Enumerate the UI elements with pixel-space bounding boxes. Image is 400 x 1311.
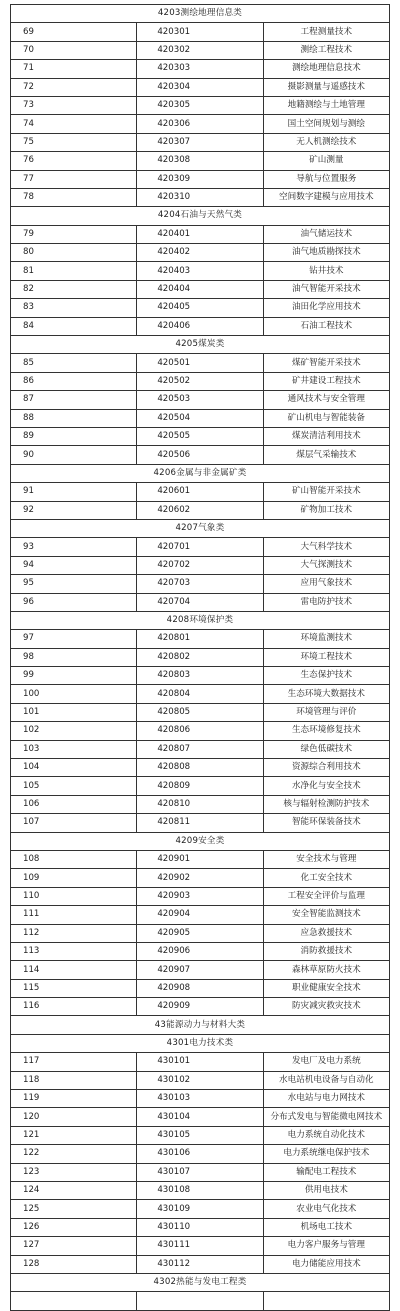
row-number-cell: 73 — [11, 96, 137, 114]
table-row — [11, 317, 390, 335]
category-header-cell — [11, 832, 390, 850]
table-row — [11, 685, 390, 703]
table-row — [11, 869, 390, 887]
table-row — [11, 593, 390, 611]
row-number-cell: 92 — [11, 501, 137, 519]
table-row — [11, 1218, 390, 1236]
row-number-cell: 126 — [11, 1218, 137, 1236]
table-row — [11, 1108, 390, 1126]
category-header-cell — [11, 1016, 390, 1034]
table-row — [11, 280, 390, 298]
major-name-cell: 环境工程技术 — [263, 648, 389, 666]
category-header-row — [11, 5, 390, 23]
major-code-cell: 420404 — [137, 280, 263, 298]
table-row — [11, 244, 390, 262]
major-code-cell: 420702 — [137, 556, 263, 574]
major-name-cell: 绿色低碳技术 — [263, 740, 389, 758]
major-name-cell: 环境管理与评价 — [263, 703, 389, 721]
major-name-cell: 空间数字建模与应用技术 — [263, 188, 389, 206]
row-number-cell: 89 — [11, 427, 137, 445]
major-code-cell: 420307 — [137, 133, 263, 151]
row-number-cell: 110 — [11, 887, 137, 905]
major-code-cell — [137, 1292, 263, 1310]
major-code-cell: 420810 — [137, 795, 263, 813]
table-row — [11, 483, 390, 501]
major-name-cell: 煤层气采输技术 — [263, 446, 389, 464]
major-name-cell: 分布式发电与智能微电网技术 — [263, 1108, 389, 1126]
major-code-cell: 420803 — [137, 667, 263, 685]
table-row — [11, 262, 390, 280]
major-name-cell: 电力储能应用技术 — [263, 1255, 389, 1273]
row-number-cell: 123 — [11, 1163, 137, 1181]
table-row — [11, 78, 390, 96]
major-code-cell: 430101 — [137, 1053, 263, 1071]
category-header-row — [11, 519, 390, 537]
row-number-cell: 98 — [11, 648, 137, 666]
major-code-cell: 430108 — [137, 1182, 263, 1200]
table-row — [11, 170, 390, 188]
table-row — [11, 924, 390, 942]
row-number-cell: 96 — [11, 593, 137, 611]
table-row — [11, 722, 390, 740]
major-code-cell: 420402 — [137, 244, 263, 262]
major-name-cell: 矿山测量 — [263, 152, 389, 170]
row-number-cell: 112 — [11, 924, 137, 942]
row-number-cell: 111 — [11, 906, 137, 924]
major-name-cell: 钻井技术 — [263, 262, 389, 280]
row-number-cell: 108 — [11, 850, 137, 868]
table-row — [11, 1237, 390, 1255]
row-number-cell: 97 — [11, 630, 137, 648]
major-code-cell: 420406 — [137, 317, 263, 335]
table-row — [11, 556, 390, 574]
category-header-row — [11, 832, 390, 850]
major-code-cell: 430109 — [137, 1200, 263, 1218]
major-name-cell: 矿山智能开采技术 — [263, 483, 389, 501]
major-name-cell: 测绘工程技术 — [263, 41, 389, 59]
major-name-cell: 导航与位置服务 — [263, 170, 389, 188]
table-row — [11, 814, 390, 832]
major-code-cell: 430104 — [137, 1108, 263, 1126]
category-header-cell — [11, 5, 390, 23]
major-code-cell: 430103 — [137, 1090, 263, 1108]
row-number-cell: 70 — [11, 41, 137, 59]
category-title: 4209安全类 — [175, 835, 225, 846]
row-number-cell: 87 — [11, 391, 137, 409]
major-name-cell: 煤矿智能开采技术 — [263, 354, 389, 372]
major-code-cell: 420505 — [137, 427, 263, 445]
major-name-cell: 无人机测绘技术 — [263, 133, 389, 151]
table-row — [11, 41, 390, 59]
major-catalog-table — [10, 4, 390, 1311]
major-code-cell: 420309 — [137, 170, 263, 188]
row-number-cell: 86 — [11, 372, 137, 390]
table-row — [11, 188, 390, 206]
table-row — [11, 1255, 390, 1273]
major-code-cell: 420808 — [137, 759, 263, 777]
table-row — [11, 60, 390, 78]
row-number-cell: 84 — [11, 317, 137, 335]
category-header-cell — [11, 464, 390, 482]
major-name-cell: 应急救援技术 — [263, 924, 389, 942]
table-row — [11, 427, 390, 445]
major-name-cell: 农业电气化技术 — [263, 1200, 389, 1218]
major-code-cell: 420502 — [137, 372, 263, 390]
major-code-cell: 420902 — [137, 869, 263, 887]
major-name-cell: 矿井建设工程技术 — [263, 372, 389, 390]
major-name-cell: 摄影测量与遥感技术 — [263, 78, 389, 96]
major-name-cell: 生态环境大数据技术 — [263, 685, 389, 703]
major-name-cell: 供用电技术 — [263, 1182, 389, 1200]
major-code-cell: 430102 — [137, 1071, 263, 1089]
table-row — [11, 96, 390, 114]
row-number-cell: 79 — [11, 225, 137, 243]
major-code-cell: 430111 — [137, 1237, 263, 1255]
category-header-cell — [11, 1034, 390, 1052]
row-number-cell: 114 — [11, 961, 137, 979]
major-name-cell: 大气探测技术 — [263, 556, 389, 574]
table-row — [11, 1071, 390, 1089]
major-name-cell: 智能环保装备技术 — [263, 814, 389, 832]
row-number-cell: 90 — [11, 446, 137, 464]
table-row — [11, 630, 390, 648]
category-header-cell — [11, 611, 390, 629]
table-row — [11, 501, 390, 519]
major-name-cell: 测绘地理信息技术 — [263, 60, 389, 78]
row-number-cell: 106 — [11, 795, 137, 813]
major-name-cell: 水电站机电设备与自动化 — [263, 1071, 389, 1089]
major-code-cell: 420304 — [137, 78, 263, 96]
table-row — [11, 942, 390, 960]
major-code-cell: 420503 — [137, 391, 263, 409]
row-number-cell: 95 — [11, 575, 137, 593]
row-number-cell: 127 — [11, 1237, 137, 1255]
row-number-cell: 91 — [11, 483, 137, 501]
row-number-cell: 80 — [11, 244, 137, 262]
major-code-cell: 420501 — [137, 354, 263, 372]
major-code-cell: 420907 — [137, 961, 263, 979]
category-header-cell — [11, 519, 390, 537]
major-code-cell: 420807 — [137, 740, 263, 758]
major-name-cell: 安全技术与管理 — [263, 850, 389, 868]
row-number-cell: 107 — [11, 814, 137, 832]
major-name-cell: 防灾减灾救灾技术 — [263, 998, 389, 1016]
table-row — [11, 391, 390, 409]
major-code-cell: 420804 — [137, 685, 263, 703]
table-row — [11, 703, 390, 721]
row-number-cell: 109 — [11, 869, 137, 887]
category-header-cell — [11, 336, 390, 354]
major-name-cell: 核与辐射检测防护技术 — [263, 795, 389, 813]
table-row — [11, 795, 390, 813]
category-header-cell — [11, 1273, 390, 1291]
category-title: 4203测绘地理信息类 — [157, 8, 243, 19]
category-title: 4302热能与发电工程类 — [153, 1277, 247, 1288]
major-name-cell: 森林草原防火技术 — [263, 961, 389, 979]
row-number-cell: 104 — [11, 759, 137, 777]
row-number-cell: 105 — [11, 777, 137, 795]
table-row — [11, 648, 390, 666]
table-row — [11, 538, 390, 556]
major-name-cell: 化工安全技术 — [263, 869, 389, 887]
table-row — [11, 850, 390, 868]
major-code-cell: 420909 — [137, 998, 263, 1016]
major-code-cell: 420802 — [137, 648, 263, 666]
table-row — [11, 906, 390, 924]
major-code-cell: 420703 — [137, 575, 263, 593]
row-number-cell: 121 — [11, 1126, 137, 1144]
table-row — [11, 998, 390, 1016]
category-title: 4301电力技术类 — [166, 1038, 234, 1049]
major-name-cell: 职业健康安全技术 — [263, 979, 389, 997]
major-code-cell: 420310 — [137, 188, 263, 206]
table-row — [11, 1126, 390, 1144]
row-number-cell: 113 — [11, 942, 137, 960]
major-name-cell: 电力客户服务与管理 — [263, 1237, 389, 1255]
row-number-cell: 119 — [11, 1090, 137, 1108]
major-name-cell: 资源综合利用技术 — [263, 759, 389, 777]
major-code-cell: 420901 — [137, 850, 263, 868]
major-name-cell: 电力系统自动化技术 — [263, 1126, 389, 1144]
table-row — [11, 1182, 390, 1200]
major-name-cell: 生态保护技术 — [263, 667, 389, 685]
category-header-row — [11, 336, 390, 354]
category-title: 4204石油与天然气类 — [157, 210, 243, 221]
table-row — [11, 1053, 390, 1071]
major-name-cell: 工程测量技术 — [263, 23, 389, 41]
major-code-cell: 430112 — [137, 1255, 263, 1273]
major-code-cell: 420904 — [137, 906, 263, 924]
major-code-cell: 420301 — [137, 23, 263, 41]
major-name-cell: 矿物加工技术 — [263, 501, 389, 519]
major-name-cell: 油气智能开采技术 — [263, 280, 389, 298]
row-number-cell: 101 — [11, 703, 137, 721]
table-row — [11, 887, 390, 905]
major-name-cell: 安全智能监测技术 — [263, 906, 389, 924]
major-name-cell: 油气储运技术 — [263, 225, 389, 243]
major-name-cell: 应用气象技术 — [263, 575, 389, 593]
row-number-cell: 71 — [11, 60, 137, 78]
category-header-row — [11, 207, 390, 225]
table-body — [11, 5, 390, 1311]
row-number-cell: 81 — [11, 262, 137, 280]
major-name-cell: 电力系统继电保护技术 — [263, 1145, 389, 1163]
row-number-cell: 116 — [11, 998, 137, 1016]
category-title: 4205煤炭类 — [175, 339, 225, 350]
table-row — [11, 777, 390, 795]
row-number-cell: 88 — [11, 409, 137, 427]
major-code-cell: 420305 — [137, 96, 263, 114]
major-name-cell: 油田化学应用技术 — [263, 299, 389, 317]
major-name-cell: 油气地质勘探技术 — [263, 244, 389, 262]
category-title: 4206金属与非金属矿类 — [153, 467, 247, 478]
major-name-cell: 工程安全评价与监理 — [263, 887, 389, 905]
table-row — [11, 1200, 390, 1218]
row-number-cell: 118 — [11, 1071, 137, 1089]
row-number-cell: 93 — [11, 538, 137, 556]
row-number-cell: 125 — [11, 1200, 137, 1218]
category-title: 43能源动力与材料大类 — [154, 1019, 246, 1030]
major-code-cell: 420506 — [137, 446, 263, 464]
category-title: 4207气象类 — [175, 523, 225, 534]
table-row — [11, 409, 390, 427]
table-row — [11, 354, 390, 372]
major-code-cell: 430105 — [137, 1126, 263, 1144]
table-row — [11, 299, 390, 317]
category-header-row — [11, 1016, 390, 1034]
major-name-cell: 国土空间规划与测绘 — [263, 115, 389, 133]
major-name-cell: 通风技术与安全管理 — [263, 391, 389, 409]
category-title: 4208环境保护类 — [166, 615, 234, 626]
table-row — [11, 667, 390, 685]
major-name-cell: 石油工程技术 — [263, 317, 389, 335]
major-code-cell: 420806 — [137, 722, 263, 740]
major-code-cell: 420601 — [137, 483, 263, 501]
row-number-cell: 103 — [11, 740, 137, 758]
major-code-cell: 430106 — [137, 1145, 263, 1163]
major-code-cell: 420306 — [137, 115, 263, 133]
major-catalog-table-container — [10, 4, 390, 1311]
row-number-cell: 78 — [11, 188, 137, 206]
major-name-cell: 雷电防护技术 — [263, 593, 389, 611]
table-row — [11, 133, 390, 151]
major-code-cell: 420302 — [137, 41, 263, 59]
major-code-cell: 420805 — [137, 703, 263, 721]
category-header-cell — [11, 207, 390, 225]
row-number-cell: 82 — [11, 280, 137, 298]
major-name-cell: 消防救援技术 — [263, 942, 389, 960]
major-name-cell: 水电站与电力网技术 — [263, 1090, 389, 1108]
row-number-cell: 115 — [11, 979, 137, 997]
category-header-row — [11, 464, 390, 482]
row-number-cell: 99 — [11, 667, 137, 685]
table-row — [11, 23, 390, 41]
major-name-cell: 发电厂及电力系统 — [263, 1053, 389, 1071]
major-code-cell: 420704 — [137, 593, 263, 611]
table-row — [11, 1292, 390, 1310]
row-number-cell: 77 — [11, 170, 137, 188]
major-code-cell: 420905 — [137, 924, 263, 942]
table-row — [11, 575, 390, 593]
major-code-cell: 420903 — [137, 887, 263, 905]
row-number-cell: 128 — [11, 1255, 137, 1273]
major-code-cell: 420403 — [137, 262, 263, 280]
major-name-cell: 输配电工程技术 — [263, 1163, 389, 1181]
major-code-cell: 430107 — [137, 1163, 263, 1181]
row-number-cell: 75 — [11, 133, 137, 151]
major-code-cell: 420303 — [137, 60, 263, 78]
row-number-cell: 124 — [11, 1182, 137, 1200]
row-number-cell: 117 — [11, 1053, 137, 1071]
table-row — [11, 979, 390, 997]
table-row — [11, 740, 390, 758]
row-number-cell: 69 — [11, 23, 137, 41]
major-code-cell: 420308 — [137, 152, 263, 170]
table-row — [11, 961, 390, 979]
major-name-cell: 环境监测技术 — [263, 630, 389, 648]
major-name-cell — [263, 1292, 389, 1310]
category-header-row — [11, 1273, 390, 1291]
row-number-cell: 76 — [11, 152, 137, 170]
table-row — [11, 759, 390, 777]
major-code-cell: 420401 — [137, 225, 263, 243]
row-number-cell: 120 — [11, 1108, 137, 1126]
major-name-cell: 水净化与安全技术 — [263, 777, 389, 795]
row-number-cell: 85 — [11, 354, 137, 372]
table-row — [11, 152, 390, 170]
row-number-cell: 122 — [11, 1145, 137, 1163]
row-number-cell: 72 — [11, 78, 137, 96]
major-code-cell: 420405 — [137, 299, 263, 317]
major-code-cell: 430110 — [137, 1218, 263, 1236]
major-name-cell: 机场电工技术 — [263, 1218, 389, 1236]
table-row — [11, 1145, 390, 1163]
major-code-cell: 420504 — [137, 409, 263, 427]
major-code-cell: 420908 — [137, 979, 263, 997]
major-name-cell: 大气科学技术 — [263, 538, 389, 556]
table-row — [11, 1163, 390, 1181]
table-row — [11, 1090, 390, 1108]
table-row — [11, 446, 390, 464]
row-number-cell — [11, 1292, 137, 1310]
major-name-cell: 矿山机电与智能装备 — [263, 409, 389, 427]
major-code-cell: 420701 — [137, 538, 263, 556]
row-number-cell: 102 — [11, 722, 137, 740]
major-code-cell: 420809 — [137, 777, 263, 795]
table-row — [11, 225, 390, 243]
major-name-cell: 地籍测绘与土地管理 — [263, 96, 389, 114]
row-number-cell: 100 — [11, 685, 137, 703]
major-name-cell: 煤炭清洁利用技术 — [263, 427, 389, 445]
category-header-row — [11, 1034, 390, 1052]
major-code-cell: 420801 — [137, 630, 263, 648]
category-header-row — [11, 611, 390, 629]
major-code-cell: 420602 — [137, 501, 263, 519]
row-number-cell: 94 — [11, 556, 137, 574]
row-number-cell: 74 — [11, 115, 137, 133]
major-code-cell: 420811 — [137, 814, 263, 832]
major-name-cell: 生态环境修复技术 — [263, 722, 389, 740]
major-code-cell: 420906 — [137, 942, 263, 960]
table-row — [11, 115, 390, 133]
row-number-cell: 83 — [11, 299, 137, 317]
table-row — [11, 372, 390, 390]
